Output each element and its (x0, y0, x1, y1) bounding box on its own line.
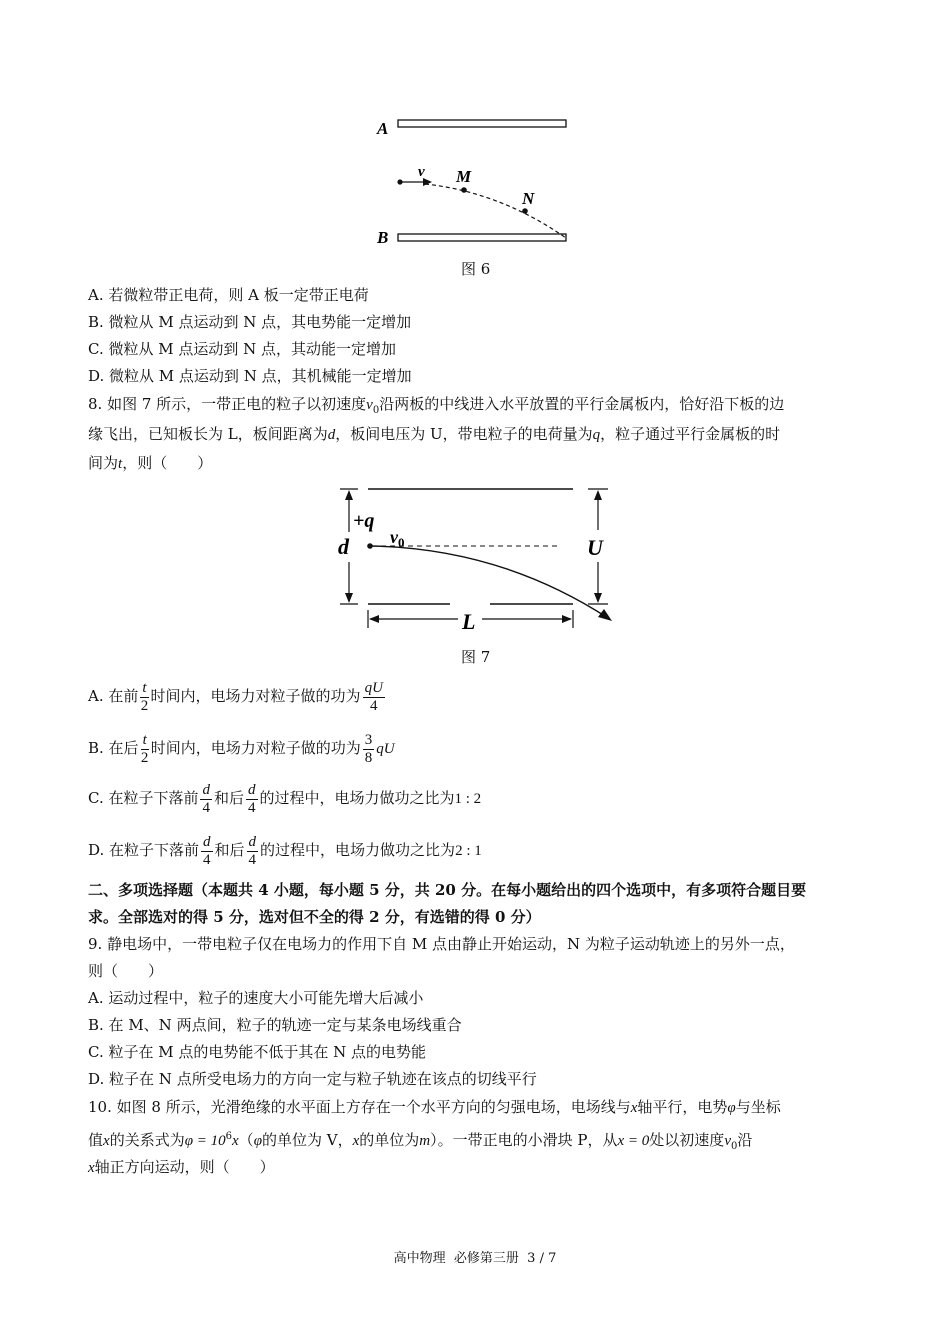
q8a-frac (140, 680, 148, 715)
trajectory (425, 184, 566, 238)
q10-text-2a: 值 (88, 1131, 104, 1149)
d-arrow-up (345, 490, 353, 500)
q8-option-d (88, 830, 482, 871)
q10-formula-exp: 6 (225, 1131, 232, 1142)
d-arrow-down (345, 593, 353, 603)
q7-option-a: A. 若微粒带正电荷，则 A 板一定带正电荷 (88, 286, 369, 304)
plate-a-label: A (377, 119, 389, 138)
q8c-frac1 (200, 782, 212, 817)
q8c-frac1-num: d (202, 781, 210, 798)
charge-label: +q (353, 510, 375, 532)
d-label: d (338, 534, 349, 559)
q8c-frac2 (246, 782, 258, 817)
q10-text-2d: 的单位为 V， (262, 1131, 353, 1149)
q10-text-1a: 10. 如图 8 所示，光滑绝缘的水平面上方存在一个水平方向的匀强电场，电场线与 (88, 1098, 631, 1116)
q9-stem-line1: 9. 静电场中，一带电粒子仅在电场力的作用下自 M 点由静止开始运动，N 为粒子运动轨迹上的另外一点， (88, 935, 795, 953)
q8d-ratio: 2 : 1 (455, 843, 482, 859)
q8a-mid: 时间内，电场力对粒子做的功为 (150, 687, 361, 705)
q8b-result-den: 8 (364, 749, 373, 766)
q10-text-2c: （ (238, 1131, 254, 1149)
q7-option-c: C. 微粒从 M 点运动到 N 点，其动能一定增加 (88, 340, 397, 358)
q10-stem-line1 (88, 1097, 781, 1118)
q10-stem-line3 (88, 1157, 275, 1178)
q8b-pre: B. 在后 (88, 739, 139, 757)
v0-letter: v (390, 527, 398, 547)
q8-text-1: 8. 如图 7 所示，一带正电的粒子以初速度 (88, 395, 367, 413)
q9-stem-line2: 则（ ） (88, 962, 164, 980)
q10-x-2: x (103, 1133, 110, 1149)
q9-option-d: D. 粒子在 N 点所受电场力的方向一定与粒子轨迹在该点的切线平行 (88, 1070, 537, 1088)
q8a-frac-num: t (142, 679, 147, 696)
trajectory-arrow-head (598, 609, 612, 621)
figure-7-caption: 图 7 (461, 648, 491, 666)
q8a-result-den: 4 (369, 697, 378, 714)
velocity-label: v (418, 164, 425, 180)
q10-text-1b: 轴平行，电势 (637, 1098, 728, 1116)
q10-text-1c: 与坐标 (735, 1098, 781, 1116)
q10-m: m (419, 1133, 431, 1149)
q8b-frac (141, 732, 149, 767)
q8-stem-line2 (88, 424, 780, 445)
q8-t: t (118, 456, 123, 472)
q8d-frac2-num: d (248, 833, 257, 850)
q8c-frac2-den: 4 (248, 799, 256, 816)
q10-x-5: x (88, 1160, 95, 1176)
section2-heading-line1: 二、多项选择题（本题共 4 小题，每小题 5 分，共 20 分。在每小题给出的四个选项中，有多项符合题目要 (88, 881, 807, 899)
q8-option-b (88, 728, 395, 769)
q8b-result (363, 732, 375, 767)
q10-text-2b: 的关系式为 (109, 1131, 185, 1149)
q8-q: q (592, 427, 601, 443)
q8c-frac1-den: 4 (202, 799, 210, 816)
figure-6-caption: 图 6 (461, 260, 491, 278)
q8c-mid: 和后 (213, 789, 244, 807)
q8b-frac-num: t (142, 731, 147, 748)
l-arrow-right (562, 615, 572, 623)
q8c-tail: 的过程中，电场力做功之比为 (259, 789, 455, 807)
plate-b-label: B (377, 228, 389, 247)
point-m-label: M (456, 167, 472, 186)
q9-option-a: A. 运动过程中，粒子的速度大小可能先增大后减小 (88, 989, 424, 1007)
q10-text-2e: 的单位为 (359, 1131, 420, 1149)
q8d-tail: 的过程中，电场力做功之比为 (260, 841, 456, 859)
q8b-mid: 时间内，电场力对粒子做的功为 (150, 739, 361, 757)
q8d-frac2-den: 4 (248, 851, 257, 868)
q8-text-2c: ，粒子通过平行金属板的时 (600, 425, 781, 443)
section2-heading-line2: 求。全部选对的得 5 分，选对但不全的得 2 分，有选错的得 0 分） (88, 908, 541, 926)
q8d-pre: D. 在粒子下落前 (88, 841, 200, 859)
q10-v0: v (724, 1133, 731, 1149)
figure-6 (370, 110, 590, 255)
q10-text-2f: ）。一带正电的小滑块 P，从 (430, 1131, 618, 1149)
q8a-frac-den: 2 (140, 697, 149, 714)
q7-option-b: B. 微粒从 M 点运动到 N 点，其电势能一定增加 (88, 313, 412, 331)
page-footer: 高中物理 必修第三册 3 / 7 (393, 1251, 557, 1266)
q8c-ratio: 1 : 2 (454, 791, 482, 807)
u-label: U (587, 535, 603, 560)
q8b-result-tail: qU (376, 741, 395, 757)
q8-stem-line1 (88, 394, 784, 421)
q10-x-3: x (232, 1133, 239, 1149)
q10-text-2g: 处以初速度 (649, 1131, 725, 1149)
u-arrow-down (594, 593, 602, 603)
q8-text-2a: 缘飞出，已知板长为 L，板间距离为 (88, 425, 328, 443)
q10-phi-1: φ (727, 1100, 736, 1116)
q10-x-1: x (630, 1100, 638, 1116)
q8-text-3b: ，则（ ） (122, 454, 213, 472)
l-arrow-left (369, 615, 379, 623)
q8d-frac1-den: 4 (203, 851, 211, 868)
point-m (461, 187, 467, 193)
q8-text-3a: 间为 (88, 454, 119, 472)
plate-a (398, 120, 566, 127)
q8-option-a (88, 676, 387, 716)
v0-subscript: 0 (398, 535, 405, 550)
l-label: L (462, 609, 476, 634)
q8b-result-num: 3 (364, 731, 373, 748)
q8-text-2b: ，板间电压为 U，带电粒子的电荷量为 (335, 425, 593, 443)
q8a-pre: A. 在前 (88, 687, 139, 705)
q10-x0: x = 0 (617, 1133, 650, 1149)
q10-text-2h: 沿 (737, 1131, 753, 1149)
q8d-frac1 (201, 834, 213, 869)
point-n-label: N (522, 189, 535, 208)
q8-v0: v (366, 397, 373, 413)
q8d-frac2 (247, 834, 259, 869)
q9-option-b: B. 在 M、N 两点间，粒子的轨迹一定与某条电场线重合 (88, 1016, 462, 1034)
q8-v0-sub: 0 (372, 405, 380, 416)
q7-option-d: D. 微粒从 M 点运动到 N 点，其机械能一定增加 (88, 367, 412, 385)
q8a-result-num: qU (364, 679, 383, 696)
q8d-mid: 和后 (214, 841, 245, 859)
q10-stem-line2 (88, 1127, 752, 1157)
q8a-result (363, 680, 385, 715)
particle-trajectory (370, 546, 608, 618)
q8-d: d (327, 427, 336, 443)
q9-option-c: C. 粒子在 M 点的电势能不低于其在 N 点的电势能 (88, 1043, 427, 1061)
q10-phi-2: φ (253, 1133, 262, 1149)
figure-7 (330, 480, 630, 640)
q10-formula: φ = 10 (184, 1133, 226, 1149)
q8-stem-line3 (88, 453, 212, 474)
point-n (522, 208, 528, 214)
q8b-frac-den: 2 (140, 749, 149, 766)
plate-b (398, 234, 566, 241)
q8c-frac2-num: d (248, 781, 256, 798)
q10-text-3: 轴正方向运动，则（ ） (94, 1158, 275, 1176)
q10-v0-sub: 0 (730, 1141, 738, 1152)
q8-option-c (88, 778, 481, 819)
q8d-frac1-num: d (203, 833, 211, 850)
u-arrow-up (594, 490, 602, 500)
q10-x-4: x (352, 1133, 360, 1149)
q8-text-1b: 沿两板的中线进入水平放置的平行金属板内，恰好沿下板的边 (379, 395, 785, 413)
q8c-pre: C. 在粒子下落前 (88, 789, 199, 807)
